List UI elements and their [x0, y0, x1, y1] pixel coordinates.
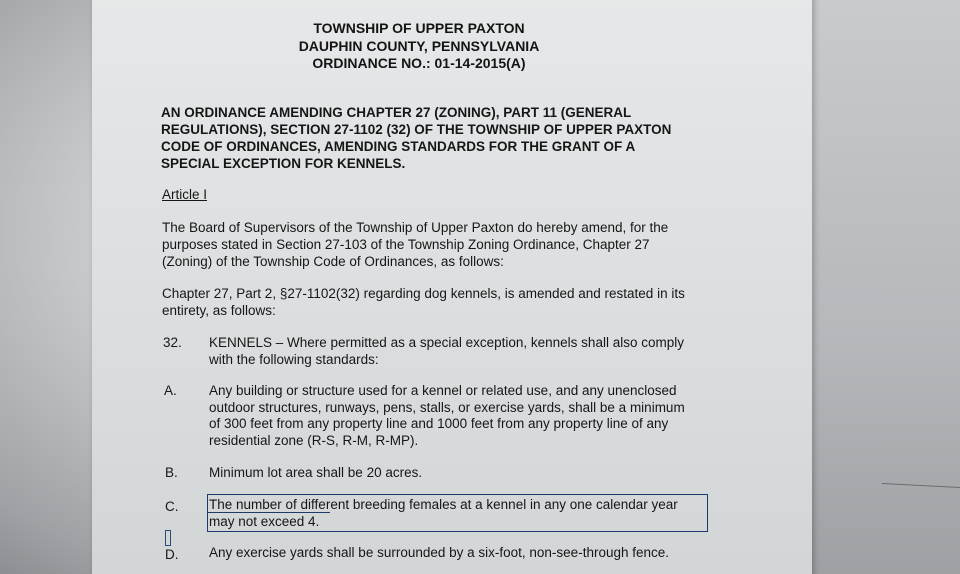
selection-box-line: [208, 512, 330, 513]
header-township: TOWNSHIP OF UPPER PAXTON: [313, 20, 525, 36]
header-ordinance-number: ORDINANCE NO.: 01-14-2015(A): [312, 55, 526, 71]
ordinance-title-line: SPECIAL EXCEPTION FOR KENNELS.: [161, 156, 406, 171]
item-label: C.: [165, 499, 179, 514]
item-label: A.: [164, 383, 177, 398]
item-line: Any exercise yards shall be surrounded by a six-foot, non-see-through fence.: [209, 545, 670, 560]
section-line: with the following standards:: [209, 352, 379, 367]
section-line: KENNELS – Where permitted as a special exception, kennels shall also comply: [209, 335, 684, 350]
item-line: The number of different breeding females at a kennel in any one calendar year: [209, 497, 678, 512]
paragraph-line: entirety, as follows:: [162, 303, 276, 318]
item-line: Minimum lot area shall be 20 acres.: [209, 465, 423, 480]
paragraph-line: purposes stated in Section 27-103 of the Township Zoning Ordinance, Chapter 27: [162, 237, 650, 252]
item-label: D.: [165, 547, 179, 562]
background-sheet: [812, 0, 960, 574]
ordinance-title-line: CODE OF ORDINANCES, AMENDING STANDARDS FOR THE GRANT OF A: [161, 139, 636, 154]
header-county: DAUPHIN COUNTY, PENNSYLVANIA: [298, 38, 540, 54]
item-line: Any building or structure used for a kennel or related use, and any unenclosed: [209, 383, 677, 398]
item-line: residential zone (R-S, R-M, R-MP).: [209, 433, 419, 448]
ordinance-title-line: REGULATIONS), SECTION 27-1102 (32) OF THE TOWNSHIP OF UPPER PAXTON: [161, 122, 672, 137]
paragraph-line: The Board of Supervisors of the Township of Upper Paxton do hereby amend, for the: [162, 220, 669, 235]
text-cursor-icon: [165, 530, 171, 546]
article-heading: Article I: [162, 187, 208, 202]
item-label: B.: [165, 465, 178, 480]
paragraph-line: (Zoning) of the Township Code of Ordinances, as follows:: [162, 254, 504, 269]
section-number: 32.: [163, 335, 182, 350]
item-line: may not exceed 4.: [209, 514, 320, 529]
sheet-edge: [882, 483, 960, 488]
ordinance-title-line: AN ORDINANCE AMENDING CHAPTER 27 (ZONING), PART 11 (GENERAL: [161, 105, 632, 120]
paragraph-line: Chapter 27, Part 2, §27-1102(32) regarding dog kennels, is amended and restated in its: [162, 286, 685, 301]
item-line: of 300 feet from any property line and 1000 feet from any property line of any: [209, 416, 669, 431]
item-line: outdoor structures, runways, pens, stalls, or exercise yards, shall be a minimum: [209, 400, 685, 415]
